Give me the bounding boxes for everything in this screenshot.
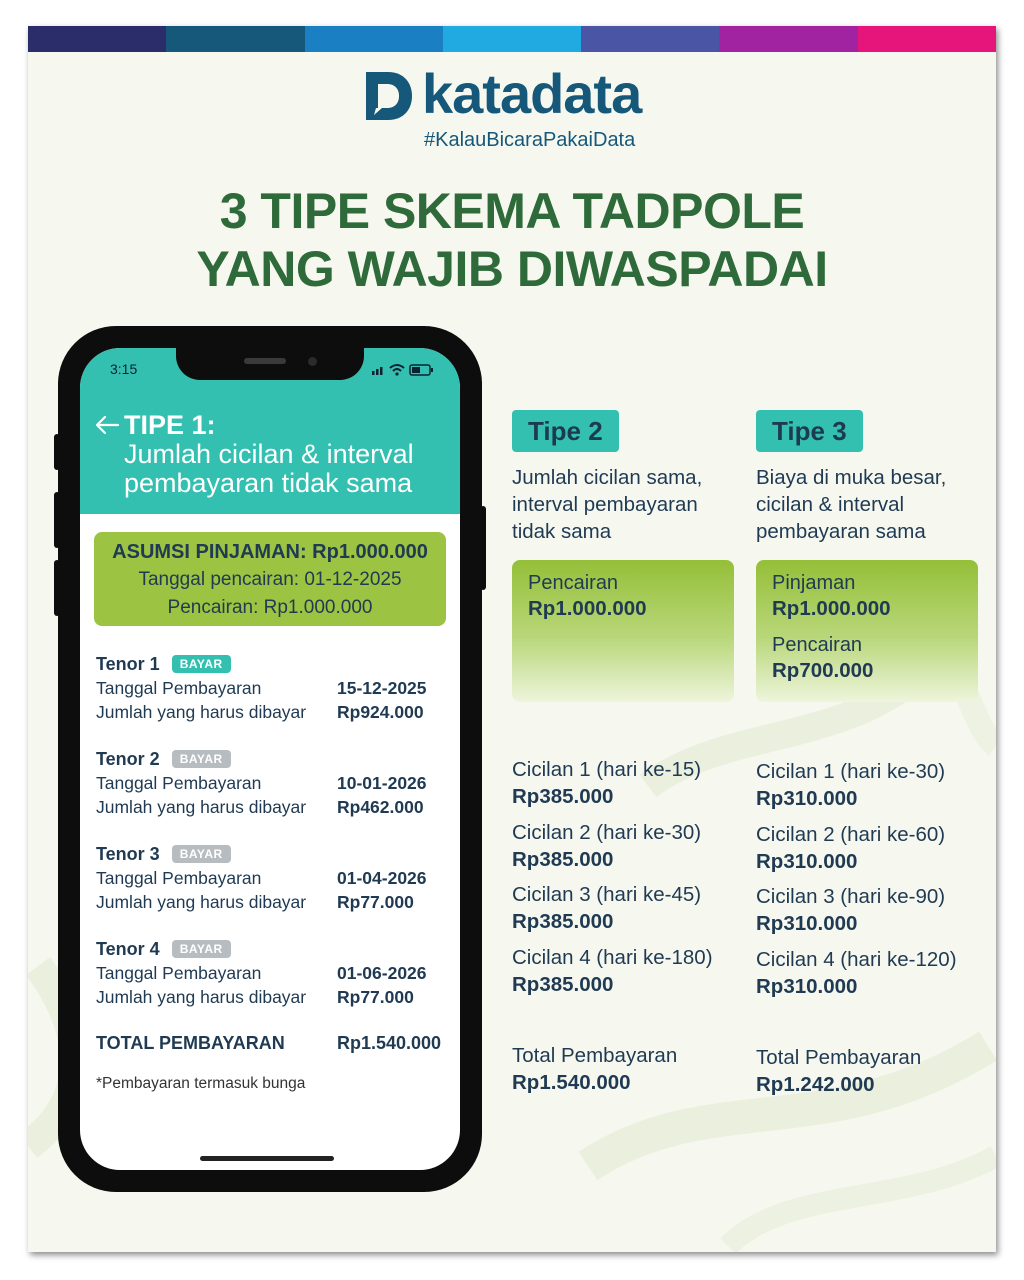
box-value: Rp1.000.000 [528, 597, 647, 620]
wifi-icon [390, 365, 404, 376]
installment-value: Rp310.000 [756, 912, 858, 935]
tenor-amount-label: Jumlah yang harus dibayar [96, 892, 307, 912]
total-payment-value: Rp1.540.000 [512, 1071, 631, 1094]
phone-mockup [58, 326, 482, 1192]
tenor-name: Tenor 4 [96, 939, 160, 959]
box-label: Pencairan [772, 634, 863, 656]
battery-icon [410, 365, 433, 375]
phone-side-button [54, 560, 60, 616]
installment [756, 821, 982, 875]
title-line-1: 3 TIPE SKEMA TADPOLE [219, 183, 805, 239]
total-payment-label: Total Pembayaran [756, 1046, 922, 1069]
tipe2-column [512, 410, 738, 1094]
tipe3-description [756, 464, 982, 548]
katadata-logo [364, 62, 664, 158]
assumption-date: Tanggal pencairan: 01-12-2025 [138, 569, 402, 590]
box-label: Pinjaman [772, 572, 856, 594]
tenor-item [96, 842, 446, 914]
tipe2-desc-line: tidak sama [512, 520, 612, 543]
tipe3-column [756, 410, 982, 1096]
footnote: *Pembayaran termasuk bunga [96, 1075, 306, 1092]
phone-screen [80, 348, 460, 1170]
tenor-amount: Rp77.000 [337, 987, 414, 1007]
tipe3-badge: Tipe 3 [756, 410, 863, 452]
loan-assumption-box [94, 532, 446, 626]
installment-label: Cicilan 1 (hari ke-15) [512, 758, 702, 781]
installment-value: Rp310.000 [756, 850, 858, 873]
installment-value: Rp310.000 [756, 787, 858, 810]
color-strip [28, 26, 996, 52]
tenor-item [96, 652, 446, 724]
tipe2-desc-line: Jumlah cicilan sama, [512, 466, 703, 489]
tenor-name: Tenor 1 [96, 654, 160, 674]
assumption-amount: ASUMSI PINJAMAN: Rp1.000.000 [112, 541, 428, 563]
installment [512, 756, 738, 810]
tenor-name: Tenor 3 [96, 844, 160, 864]
installment-label: Cicilan 4 (hari ke-120) [756, 948, 957, 971]
phone-notch [176, 348, 364, 380]
tipe2-loan-box [512, 560, 734, 702]
tenor-amount: Rp924.000 [337, 702, 424, 722]
tenor-date: 10-01-2026 [337, 773, 427, 793]
installment-label: Cicilan 3 (hari ke-45) [512, 883, 702, 906]
status-time: 3:15 [110, 361, 138, 377]
installment-value: Rp385.000 [512, 910, 614, 933]
home-indicator [200, 1156, 334, 1161]
screen-title: TIPE 1: [124, 410, 216, 440]
signal-icon [372, 367, 383, 375]
installment [756, 758, 982, 812]
tipe3-desc-line: pembayaran sama [756, 520, 926, 543]
screen-subtitle-line-1: Jumlah cicilan & interval [124, 439, 414, 469]
pay-badge[interactable]: BAYAR [172, 845, 231, 863]
logo-wordmark: katadata [422, 62, 642, 125]
installment [512, 881, 738, 935]
installment-value: Rp385.000 [512, 785, 614, 808]
installment-value: Rp385.000 [512, 848, 614, 871]
color-strip-segment [305, 26, 443, 52]
tenor-name: Tenor 2 [96, 749, 160, 769]
tenor-date-label: Tanggal Pembayaran [96, 678, 262, 698]
tenor-amount-label: Jumlah yang harus dibayar [96, 702, 307, 722]
screen-subtitle [124, 440, 414, 498]
total-payment-value: Rp1.540.000 [337, 1033, 442, 1053]
tipe3-desc-line: cicilan & interval [756, 493, 905, 516]
phone-side-button [54, 434, 60, 470]
katadata-d-icon [364, 70, 414, 122]
tipe3-desc-line: Biaya di muka besar, [756, 466, 947, 489]
box-value: Rp1.000.000 [772, 597, 891, 620]
status-icons [370, 360, 440, 378]
tenor-date: 15-12-2025 [337, 678, 427, 698]
screen-subtitle-line-2: pembayaran tidak sama [124, 468, 413, 498]
tenor-amount: Rp462.000 [337, 797, 424, 817]
tipe2-desc-line: interval pembayaran [512, 493, 698, 516]
total-payment [512, 1042, 738, 1096]
tenor-date: 01-04-2026 [337, 868, 427, 888]
pay-badge[interactable]: BAYAR [172, 940, 231, 958]
page-title [28, 182, 996, 298]
box-value: Rp700.000 [772, 659, 874, 682]
tenor-date-label: Tanggal Pembayaran [96, 773, 262, 793]
back-arrow-icon[interactable] [94, 414, 120, 436]
color-strip-segment [166, 26, 304, 52]
installment [512, 944, 738, 998]
tipe3-loan-box [756, 560, 978, 702]
phone-side-button [480, 506, 486, 590]
total-payment [756, 1044, 982, 1098]
installment-label: Cicilan 2 (hari ke-60) [756, 823, 946, 846]
infographic-card [28, 26, 996, 1252]
installment [756, 883, 982, 937]
tenor-amount-label: Jumlah yang harus dibayar [96, 797, 307, 817]
tipe2-badge: Tipe 2 [512, 410, 619, 452]
tenor-amount-label: Jumlah yang harus dibayar [96, 987, 307, 1007]
installment-label: Cicilan 4 (hari ke-180) [512, 946, 713, 969]
app-header [80, 348, 460, 514]
box-label: Pencairan [528, 572, 619, 594]
color-strip-segment [28, 26, 166, 52]
pay-badge[interactable]: BAYAR [172, 750, 231, 768]
tenor-date-label: Tanggal Pembayaran [96, 868, 262, 888]
color-strip-segment [858, 26, 996, 52]
installment-value: Rp385.000 [512, 973, 614, 996]
title-line-2: YANG WAJIB DIWASPADAI [196, 241, 828, 297]
camera-icon [308, 357, 317, 366]
total-payment-label: TOTAL PEMBAYARAN [96, 1033, 285, 1053]
installment-value: Rp310.000 [756, 975, 858, 998]
tenor-item [96, 937, 446, 1009]
installment [756, 946, 982, 1000]
installment-label: Cicilan 1 (hari ke-30) [756, 760, 946, 783]
tenor-date: 01-06-2026 [337, 963, 427, 983]
phone-side-button [54, 492, 60, 548]
speaker-icon [244, 358, 286, 364]
tenor-amount: Rp77.000 [337, 892, 414, 912]
total-payment-row [96, 1030, 456, 1056]
tenor-item [96, 747, 446, 819]
installment-label: Cicilan 2 (hari ke-30) [512, 821, 702, 844]
installment [512, 819, 738, 873]
total-payment-label: Total Pembayaran [512, 1044, 678, 1067]
tenor-date-label: Tanggal Pembayaran [96, 963, 262, 983]
color-strip-segment [719, 26, 857, 52]
installment-label: Cicilan 3 (hari ke-90) [756, 885, 946, 908]
tipe2-description [512, 464, 738, 548]
total-payment-value: Rp1.242.000 [756, 1073, 875, 1096]
color-strip-segment [443, 26, 581, 52]
color-strip-segment [581, 26, 719, 52]
logo-tagline: #KalauBicaraPakaiData [424, 129, 636, 151]
pay-badge[interactable]: BAYAR [172, 655, 231, 673]
assumption-disbursement: Pencairan: Rp1.000.000 [167, 597, 373, 618]
